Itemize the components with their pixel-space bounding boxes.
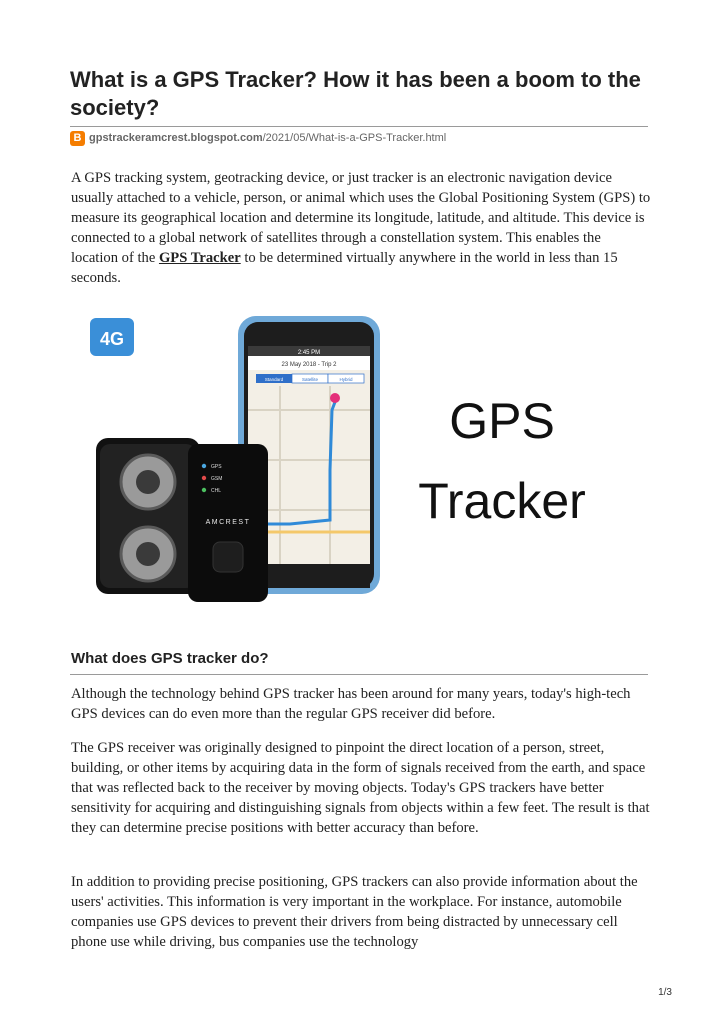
source-domain[interactable]: gpstrackeramcrest.blogspot.com [89, 132, 263, 144]
intro-text-start: A GPS tracking system, geotracking device, or just tracker is an electronic navigation device usually attached to a vehicle, person, or animal which uses the Global Positioning System (GPS) to measure its geographical location and determine its longitude, latitude, and altitude. This device is connected to a global network of satellites through a constellation system. This enables the location of the [71, 170, 651, 266]
source-path[interactable]: /2021/05/What-is-a-GPS-Tracker.html [262, 132, 447, 144]
device-brand: AMCREST [205, 519, 251, 526]
section-heading: What does GPS tracker do? [71, 650, 269, 667]
4g-badge-icon [90, 318, 134, 356]
section-divider [70, 674, 648, 675]
intro-paragraph [71, 168, 651, 288]
led-gsm-label: GSM [211, 476, 223, 482]
page-number: 1/3 [658, 987, 672, 998]
phone-tab-standard: Standard [264, 377, 284, 382]
blogger-icon: B [70, 131, 85, 146]
source-url[interactable] [70, 129, 446, 147]
section-paragraph-3: In addition to providing precise positioning, GPS trackers can also provide information about the users' activities. This information is very important in the workplace. For instance, automobile companies use GPS devices to prevent their drivers from being distracted by unnecessary cell phone use while driving, bus companies use the technology [71, 874, 638, 950]
location-pin-icon [330, 393, 340, 403]
phone-tab-satellite: Satellite [301, 377, 319, 382]
hero-heading-tracker: Tracker [418, 473, 586, 529]
title-divider [70, 126, 648, 127]
phone-time: 2:45 PM [297, 350, 321, 356]
amcrest-gps-device [188, 444, 268, 602]
magnetic-tracker-case [96, 438, 200, 594]
led-gps-label: GPS [211, 464, 222, 470]
badge-label: 4G [99, 329, 125, 349]
hero-heading-gps: GPS [449, 393, 555, 449]
article-title: What is a GPS Tracker? How it has been a boom to the society? [70, 67, 641, 120]
phone-tab-hybrid: Hybrid [339, 377, 353, 382]
gps-tracker-link[interactable]: GPS Tracker [158, 250, 241, 266]
led-chl-label: CHL [211, 488, 222, 494]
section-paragraph-2: The GPS receiver was originally designed to pinpoint the direct location of a person, street, building, or other items by acquiring data in the form of signals received from the earth, and space that was reflected back to the receiver by moving objects. Today's GPS trackers have better sensitivity for acquiring and distinguishing signals from objects within a few feet. The result is that they can determine precise positions with better accuracy than before. [71, 740, 650, 836]
section-paragraph-1: Although the technology behind GPS tracker has been around for many years, today's high-tech GPS devices can do even more than the regular GPS receiver did before. [71, 686, 631, 722]
intro-text-end: to be determined virtually anywhere in the world in less than 15 seconds. [71, 250, 618, 286]
gps-tracker-hero-image [80, 310, 620, 610]
phone-title: 23 May 2018 - Trip 2 [281, 362, 337, 368]
